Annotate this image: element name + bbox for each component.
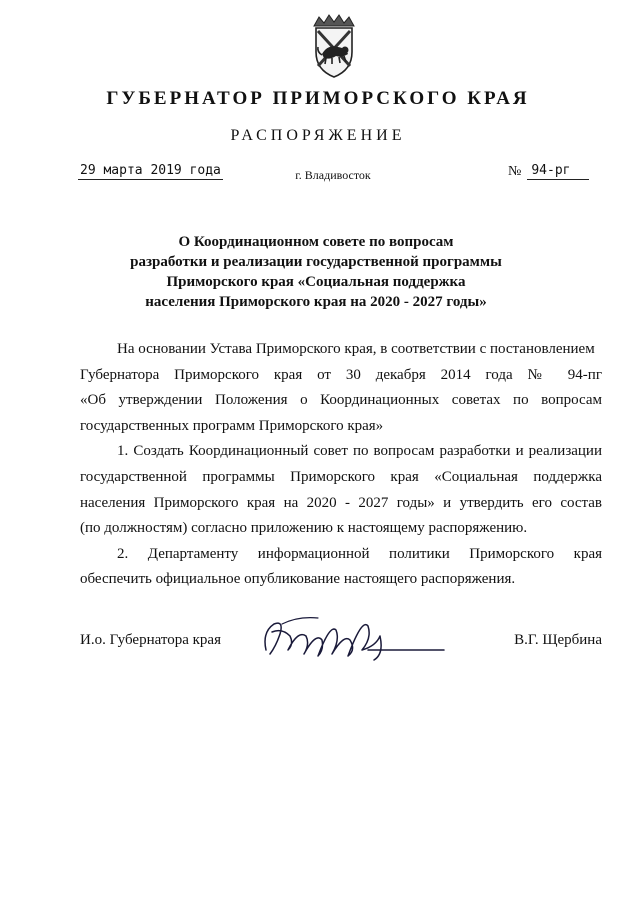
document-number <box>508 163 589 180</box>
number-value: 94-рг <box>527 163 589 180</box>
title-line: О Координационном совете по вопросам <box>178 234 454 250</box>
document-title <box>96 232 536 312</box>
signatory-position: И.о. Губернатора края <box>80 632 221 648</box>
issuing-authority: ГУБЕРНАТОР ПРИМОРСКОГО КРАЯ <box>106 88 530 109</box>
body-line: 1. Создать Координационный совет по вопросам разработки и реализации <box>117 443 602 460</box>
title-line: Приморского края «Социальная поддержка <box>166 274 466 290</box>
body-line: государственной программы Приморского края «Социальная поддержка <box>80 468 602 485</box>
body-line: Губернатора Приморского края от 30 декабря 2014 года № 94-пг <box>80 366 602 383</box>
body-line: обеспечить официальное опубликование настоящего распоряжения. <box>80 571 516 588</box>
signatory-name: В.Г. Щербина <box>514 632 602 648</box>
body-line: государственных программ Приморского края» <box>80 417 384 434</box>
document-place: г. Владивосток <box>295 168 371 182</box>
document-date: 29 марта 2019 года <box>80 163 221 178</box>
title-line: населения Приморского края на 2020 - 2027 годы» <box>145 294 487 310</box>
signature-block <box>80 632 602 672</box>
title-line: разработки и реализации государственной программы <box>130 254 502 270</box>
body-line: «Об утверждении Положения о Координационных советах по вопросам <box>80 392 602 409</box>
body-line: 2. Департаменту информационной политики Приморского края <box>117 545 602 562</box>
body-line: (по должностям) согласно приложению к настоящему распоряжению. <box>80 520 528 537</box>
body-line: На основании Устава Приморского края, в соответствии с постановлением <box>117 341 595 357</box>
number-sign: № <box>508 164 522 179</box>
coat-of-arms-icon <box>306 14 362 80</box>
document-body <box>80 337 602 593</box>
body-line: населения Приморского края на 2020 - 2027 годы» и утвердить его состав <box>80 494 602 511</box>
document-type: РАСПОРЯЖЕНИЕ <box>230 127 406 144</box>
handwritten-signature-icon <box>258 610 448 668</box>
